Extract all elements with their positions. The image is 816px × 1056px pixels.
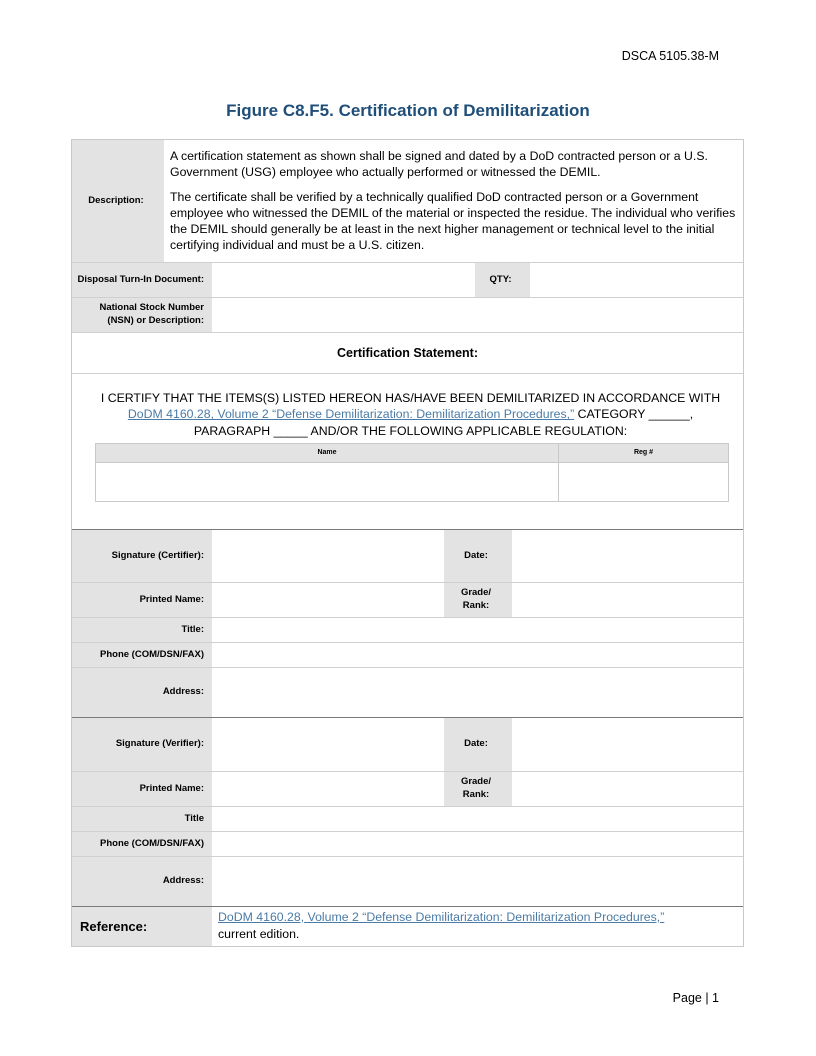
certifier-title-field[interactable]: [212, 618, 743, 642]
certification-text-before: I CERTIFY THAT THE ITEMS(S) LISTED HEREON HAS/HAVE BEEN DEMILITARIZED IN ACCORDANCE WITH: [100, 391, 721, 405]
certifier-title-label: Title:: [72, 618, 212, 642]
verifier-date-field[interactable]: [512, 718, 743, 771]
nsn-label: National Stock Number (NSN) or Description:: [72, 298, 212, 332]
certifier-date-field[interactable]: [512, 530, 743, 582]
qty-field[interactable]: [530, 263, 743, 297]
certifier-phone-row: [72, 642, 743, 667]
reference-label: Reference:: [72, 907, 212, 946]
certifier-phone-label: Phone (COM/DSN/FAX): [72, 643, 212, 667]
verifier-grade-label: Grade/ Rank:: [444, 772, 512, 806]
disposal-field[interactable]: [212, 263, 475, 297]
description-row: [72, 140, 743, 262]
verifier-address-label: Address:: [72, 857, 212, 906]
certifier-phone-field[interactable]: [212, 643, 743, 667]
certifier-printed-name-label: Printed Name:: [72, 583, 212, 617]
verifier-title-label: Title: [72, 807, 212, 831]
verifier-name-row: [72, 771, 743, 806]
reference-suffix: current edition.: [218, 927, 300, 941]
certifier-date-label: Date:: [444, 530, 512, 582]
certification-body: [72, 374, 743, 529]
description-paragraph-2: The certificate shall be verified by a technically qualified DoD contracted person or a Government employee who witnessed the DEMIL of the material or inspected the residue. The individual who verifies the DEMIL should generally be at least in the next higher management or technical level to the initial certifying individual and must be a U.S. citizen.: [170, 190, 736, 252]
verifier-address-field[interactable]: [212, 857, 743, 906]
regulation-name-field[interactable]: [96, 463, 558, 501]
certification-heading: Certification Statement:: [337, 346, 478, 360]
certifier-signature-row: [72, 529, 743, 582]
reference-text: [212, 907, 743, 946]
verifier-phone-row: [72, 831, 743, 856]
verifier-phone-field[interactable]: [212, 832, 743, 856]
verifier-title-field[interactable]: [212, 807, 743, 831]
description-label: Description:: [72, 140, 164, 262]
verifier-address-row: [72, 856, 743, 906]
certifier-grade-label: Grade/ Rank:: [444, 583, 512, 617]
regulation-table-header: [96, 444, 728, 462]
regulation-table: [95, 443, 729, 502]
certification-form: [71, 139, 744, 947]
nsn-row: [72, 297, 743, 332]
certification-heading-row: [72, 332, 743, 373]
certifier-address-label: Address:: [72, 668, 212, 717]
verifier-grade-field[interactable]: [512, 772, 743, 806]
certifier-address-row: [72, 667, 743, 717]
regulation-number-header: Reg #: [558, 444, 728, 462]
description-text: [164, 140, 743, 262]
disposal-label: Disposal Turn-In Document:: [72, 263, 212, 297]
verifier-signature-field[interactable]: [212, 718, 444, 771]
regulation-name-header: Name: [317, 449, 337, 457]
certification-body-row: [72, 373, 743, 529]
nsn-field[interactable]: [212, 298, 743, 332]
verifier-signature-row: [72, 717, 743, 771]
dodm-link[interactable]: DoDM 4160.28, Volume 2 “Defense Demilitarization: Demilitarization Procedures,”: [127, 407, 575, 422]
verifier-phone-label: Phone (COM/DSN/FAX): [72, 832, 212, 856]
certification-statement: [95, 390, 726, 439]
certifier-name-row: [72, 582, 743, 617]
page-number: Page | 1: [672, 991, 719, 1005]
regulation-number-field[interactable]: [558, 463, 728, 501]
reference-link[interactable]: DoDM 4160.28, Volume 2 “Defense Demilitarization: Demilitarization Procedures,”: [218, 910, 665, 924]
verifier-signature-label: Signature (Verifier):: [72, 718, 212, 771]
certifier-grade-field[interactable]: [512, 583, 743, 617]
reference-row: [72, 906, 743, 946]
certification-text-after: CATEGORY ______, PARAGRAPH _____ AND/OR THE FOLLOWING APPLICABLE REGULATION:: [193, 407, 694, 438]
verifier-printed-name-label: Printed Name:: [72, 772, 212, 806]
disposal-row: [72, 262, 743, 297]
document-code: DSCA 5105.38-M: [621, 49, 719, 63]
qty-label: QTY:: [475, 263, 530, 297]
figure-title: Figure C8.F5. Certification of Demilitarization: [226, 101, 590, 120]
certifier-address-field[interactable]: [212, 668, 743, 717]
certifier-title-row: [72, 617, 743, 642]
regulation-table-row: [96, 462, 728, 501]
certifier-printed-name-field[interactable]: [212, 583, 444, 617]
verifier-printed-name-field[interactable]: [212, 772, 444, 806]
certifier-signature-label: Signature (Certifier):: [72, 530, 212, 582]
certifier-signature-field[interactable]: [212, 530, 444, 582]
description-paragraph-1: A certification statement as shown shall be signed and dated by a DoD contracted person or a U.S. Government (USG) employee who actually performed or witnessed the DEMIL.: [170, 149, 708, 179]
verifier-title-row: [72, 806, 743, 831]
verifier-date-label: Date:: [444, 718, 512, 771]
